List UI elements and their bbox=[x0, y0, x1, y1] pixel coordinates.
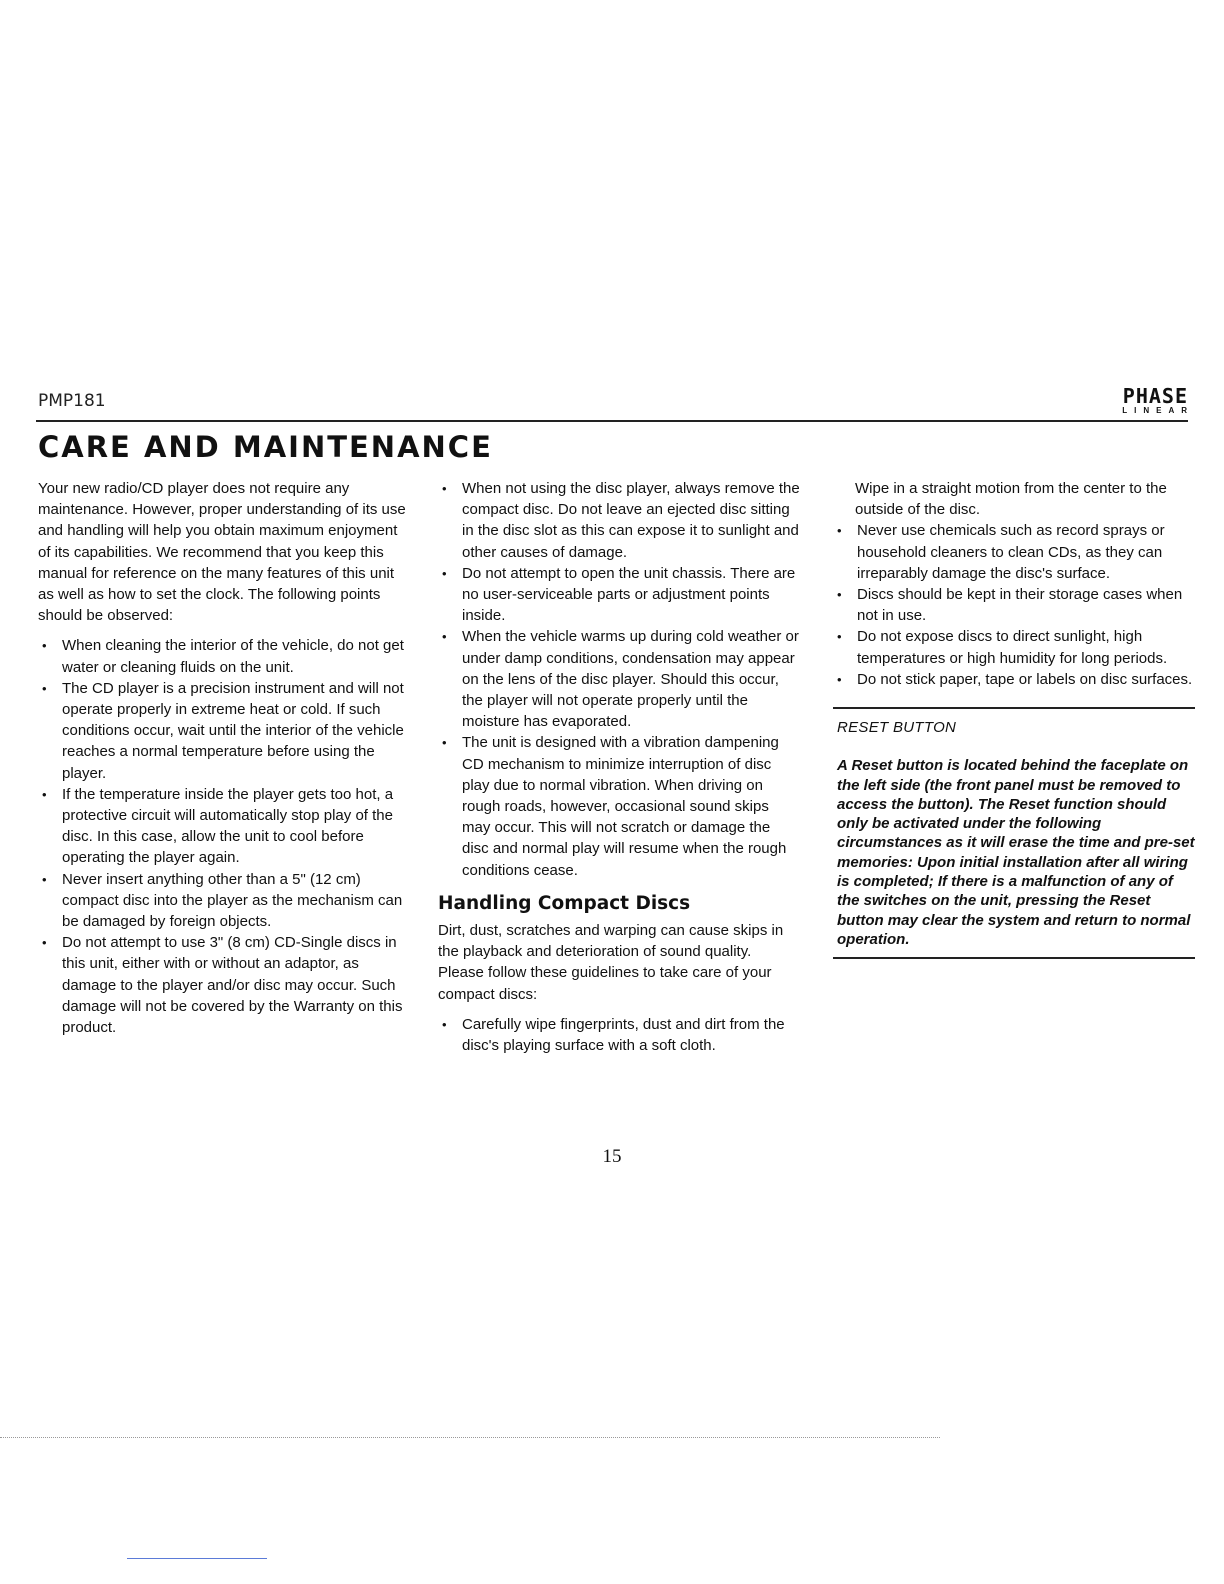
section-heading-handling-discs: Handling Compact Discs bbox=[438, 892, 691, 914]
list-item bbox=[38, 869, 408, 933]
list-item-text: Never use chemicals such as record sprays or household cleaners to clean CDs, as they can irreparably damage the disc's surface. bbox=[857, 522, 1165, 582]
list-item bbox=[833, 520, 1195, 584]
model-number: PMP181 bbox=[38, 391, 106, 411]
list-item-text: Never insert anything other than a 5" (12 cm) compact disc into the player as the mechanism can be damaged by foreign objects. bbox=[62, 870, 403, 931]
reset-box-bottom-rule bbox=[833, 957, 1195, 959]
list-item-text: Do not attempt to use 3" (8 cm) CD-Single discs in this unit, either with or without an adaptor, as damage to the player and/or disc may occur. Such damage will not be covered by the Warranty on this product. bbox=[62, 934, 403, 1037]
bullet-icon: • bbox=[442, 629, 447, 645]
list-item-text: Discs should be kept in their storage cases when not in use. bbox=[857, 586, 1183, 625]
reset-box-top-rule bbox=[833, 707, 1195, 709]
list-item-text: The CD player is a precision instrument and will not operate properly in extreme heat or cold. If such conditions occur, wait until the interior of the vehicle reaches a normal temperature before using the player. bbox=[62, 679, 404, 782]
list-item-text: Do not stick paper, tape or labels on disc surfaces. bbox=[857, 670, 1193, 688]
list-item bbox=[438, 563, 800, 627]
bullet-icon: • bbox=[442, 735, 447, 751]
list-item bbox=[438, 626, 800, 732]
page-number: 15 bbox=[602, 1146, 622, 1167]
bullet-icon: • bbox=[42, 871, 47, 887]
care-bullet-list-2 bbox=[438, 478, 800, 881]
bullet-icon: • bbox=[42, 786, 47, 802]
scan-artifact-line bbox=[0, 1437, 940, 1438]
list-item-text: When the vehicle warms up during cold weather or under damp conditions, condensation may appear on the lens of the disc player. Should this occur, the player will not operate properly until the moisture has evaporated. bbox=[462, 628, 799, 731]
list-item bbox=[38, 932, 408, 1038]
handling-bullet-list bbox=[438, 1014, 800, 1056]
header-rule bbox=[36, 420, 1188, 422]
reset-button-text: A Reset button is located behind the faceplate on the left side (the front panel must be removed to access the button). The Reset function should only be activated under the following circumstances as it will erase the time and pre-set memories: Upon initial installation after all wiring is completed; If there is a malfunction of any of the switches on the unit, pressing the Reset button may clear the system and return to normal operation. bbox=[837, 757, 1195, 948]
list-item-text: When not using the disc player, always remove the compact disc. Do not leave an ejected disc sitting in the disc slot as this can expose it to sunlight and other causes of damage. bbox=[462, 480, 800, 561]
bullet-icon: • bbox=[442, 481, 447, 496]
list-item bbox=[438, 478, 800, 563]
list-item bbox=[833, 584, 1195, 626]
disc-care-bullet-list bbox=[833, 520, 1195, 690]
column-1 bbox=[38, 478, 408, 1038]
bullet-icon: • bbox=[837, 671, 842, 687]
list-item bbox=[833, 669, 1195, 690]
care-bullet-list bbox=[38, 635, 408, 1038]
bullet-icon: • bbox=[837, 587, 842, 603]
bullet-icon: • bbox=[837, 629, 842, 645]
list-item bbox=[38, 635, 408, 677]
bullet-icon: • bbox=[837, 523, 842, 539]
column-2 bbox=[438, 478, 800, 1056]
list-item-text: If the temperature inside the player gets too hot, a protective circuit will automatically stop play of the disc. In this case, allow the unit to cool before operating the player again. bbox=[62, 785, 394, 867]
handling-paragraph: Dirt, dust, scratches and warping can cause skips in the playback and deterioration of sound quality. Please follow these guidelines to take care of your compact discs: bbox=[438, 922, 784, 1003]
list-item-text: Do not expose discs to direct sunlight, high temperatures or high humidity for long periods. bbox=[857, 628, 1168, 667]
list-item-text: Carefully wipe fingerprints, dust and dirt from the disc's playing surface with a soft cloth. bbox=[462, 1015, 785, 1055]
bullet-icon: • bbox=[42, 638, 47, 654]
bullet-icon: • bbox=[42, 935, 47, 951]
bullet-icon: • bbox=[42, 680, 47, 696]
logo-main-text: PHASE bbox=[1122, 384, 1188, 408]
list-item-text: The unit is designed with a vibration dampening CD mechanism to minimize interruption of disc play due to normal vibration. When driving on rough roads, however, occasional sound skips may occur. This will not scratch or damage the disc and normal play will resume when the rough conditions cease. bbox=[462, 734, 787, 879]
column-3 bbox=[833, 478, 1195, 967]
continuation-text: Wipe in a straight motion from the center to the outside of the disc. bbox=[855, 480, 1167, 519]
bullet-icon: • bbox=[442, 1016, 447, 1032]
page-title: CARE AND MAINTENANCE bbox=[38, 430, 493, 464]
logo-sub-text: LINEAR bbox=[1122, 406, 1194, 415]
list-item-text: When cleaning the interior of the vehicle, do not get water or cleaning fluids on the unit. bbox=[62, 637, 404, 676]
reset-button-heading: RESET BUTTON bbox=[837, 719, 957, 737]
phase-linear-logo bbox=[1096, 384, 1194, 420]
intro-paragraph: Your new radio/CD player does not require any maintenance. However, proper understanding of its use and handling will help you obtain maximum enjoyment of its capabilities. We recommend that you keep this manual for reference on the many features of this unit as well as how to set the clock. The following points should be observed: bbox=[38, 480, 406, 625]
list-item bbox=[38, 678, 408, 784]
list-item bbox=[438, 732, 800, 880]
bullet-icon: • bbox=[442, 565, 447, 581]
blue-underline-artifact bbox=[127, 1558, 267, 1559]
list-item bbox=[833, 626, 1195, 668]
list-item bbox=[438, 1014, 800, 1056]
list-item-text: Do not attempt to open the unit chassis. There are no user-serviceable parts or adjustment points inside. bbox=[462, 564, 796, 625]
list-item bbox=[38, 784, 408, 869]
